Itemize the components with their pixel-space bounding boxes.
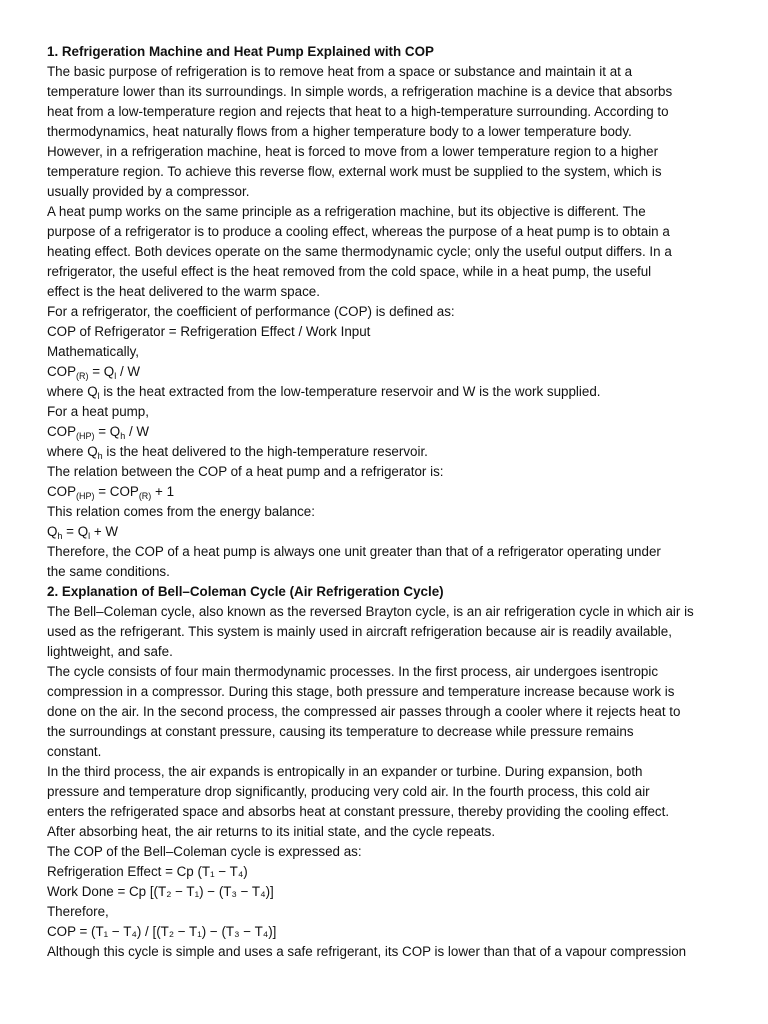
- text-line: [47, 482, 728, 502]
- text-line: thermodynamics, heat naturally flows from a higher temperature body to a lower temperature body.: [47, 124, 632, 139]
- section-heading: 1. Refrigeration Machine and Heat Pump Explained with COP: [47, 44, 434, 59]
- text-segment: / W: [125, 424, 150, 439]
- subscript: l: [88, 531, 91, 541]
- text-segment: Q: [47, 524, 58, 539]
- document-body: [47, 42, 728, 962]
- text-line: compression in a compressor. During this stage, both pressure and temperature increase because work is: [47, 684, 675, 699]
- text-line: [47, 362, 728, 382]
- subscript: (HP): [76, 491, 95, 501]
- section-heading: 2. Explanation of Bell–Coleman Cycle (Air Refrigeration Cycle): [47, 584, 444, 599]
- text-line: the surroundings at constant pressure, causing its temperature to decrease while pressure remains: [47, 724, 634, 739]
- text-line: Mathematically,: [47, 344, 140, 359]
- text-line: [47, 422, 728, 442]
- text-line: After absorbing heat, the air returns to its initial state, and the cycle repeats.: [47, 824, 496, 839]
- text-segment: + 1: [151, 484, 175, 499]
- text-line: [47, 382, 728, 402]
- subscript: (R): [76, 371, 89, 381]
- subscript: (R): [138, 491, 152, 501]
- text-line: [47, 442, 728, 462]
- text-segment: is the heat extracted from the low-temperature reservoir and W is the work supplied.: [99, 384, 601, 399]
- text-segment: COP: [47, 364, 77, 379]
- text-line: For a heat pump,: [47, 404, 149, 419]
- text-line: The COP of the Bell–Coleman cycle is expressed as:: [47, 844, 362, 859]
- text-segment: where Q: [47, 444, 98, 459]
- text-line: COP = (T₁ − T₄) / [(T₂ − T₁) − (T₃ − T₄)]: [47, 924, 277, 939]
- text-line: A heat pump works on the same principle as a refrigeration machine, but its objective is different. The: [47, 204, 646, 219]
- text-line: Refrigeration Effect = Cp (T₁ − T₄): [47, 864, 248, 879]
- text-segment: + W: [90, 524, 119, 539]
- text-line: heating effect. Both devices operate on the same thermodynamic cycle; only the useful output differs. In a: [47, 244, 672, 259]
- text-line: refrigerator, the useful effect is the heat removed from the cold space, while in a heat pump, the useful: [47, 264, 652, 279]
- text-line: pressure and temperature drop significantly, producing very cold air. In the fourth process, this cold air: [47, 784, 650, 799]
- text-segment: COP: [47, 424, 77, 439]
- subscript: h: [57, 531, 63, 541]
- text-line: The relation between the COP of a heat pump and a refrigerator is:: [47, 464, 444, 479]
- text-line: temperature lower than its surroundings. In simple words, a refrigeration machine is a device that absorbs: [47, 84, 673, 99]
- text-line: COP of Refrigerator = Refrigeration Effect / Work Input: [47, 324, 371, 339]
- text-line: constant.: [47, 744, 102, 759]
- subscript: l: [114, 371, 117, 381]
- text-line: In the third process, the air expands is entropically in an expander or turbine. During expansion, both: [47, 764, 643, 779]
- text-segment: = Q: [94, 424, 121, 439]
- text-line: This relation comes from the energy balance:: [47, 504, 315, 519]
- text-line: The Bell–Coleman cycle, also known as the reversed Brayton cycle, is an air refrigeration cycle in which air is: [47, 604, 694, 619]
- subscript: h: [120, 431, 126, 441]
- text-line: used as the refrigerant. This system is mainly used in aircraft refrigeration because air is readily available,: [47, 624, 672, 639]
- text-segment: is the heat delivered to the high-temperature reservoir.: [102, 444, 428, 459]
- text-line: [47, 522, 728, 542]
- text-line: temperature region. To achieve this reverse flow, external work must be supplied to the system, which is: [47, 164, 662, 179]
- text-segment: = Q: [88, 364, 115, 379]
- text-line: Therefore,: [47, 904, 109, 919]
- text-line: The basic purpose of refrigeration is to remove heat from a space or substance and maintain it at a: [47, 64, 633, 79]
- subscript: h: [97, 451, 103, 461]
- text-segment: COP: [47, 484, 77, 499]
- text-line: the same conditions.: [47, 564, 170, 579]
- text-segment: = Q: [62, 524, 89, 539]
- text-line: purpose of a refrigerator is to produce a cooling effect, whereas the purpose of a heat pump is to obtain a: [47, 224, 670, 239]
- text-line: heat from a low-temperature region and rejects that heat to a high-temperature surrounding. According to: [47, 104, 669, 119]
- text-line: Although this cycle is simple and uses a safe refrigerant, its COP is lower than that of a vapour compression: [47, 944, 687, 959]
- text-line: For a refrigerator, the coefficient of performance (COP) is defined as:: [47, 304, 455, 319]
- text-line: usually provided by a compressor.: [47, 184, 250, 199]
- text-line: enters the refrigerated space and absorbs heat at constant pressure, thereby providing the cooling effect.: [47, 804, 670, 819]
- text-line: done on the air. In the second process, the compressed air passes through a cooler where it rejects heat to: [47, 704, 681, 719]
- subscript: l: [97, 391, 100, 401]
- text-segment: = COP: [94, 484, 139, 499]
- text-segment: / W: [116, 364, 141, 379]
- text-line: The cycle consists of four main thermodynamic processes. In the first process, air undergoes isentropic: [47, 664, 659, 679]
- text-line: However, in a refrigeration machine, heat is forced to move from a lower temperature region to a higher: [47, 144, 659, 159]
- text-segment: where Q: [47, 384, 98, 399]
- subscript: (HP): [76, 431, 95, 441]
- text-line: Work Done = Cp [(T₂ − T₁) − (T₃ − T₄)]: [47, 884, 274, 899]
- text-line: lightweight, and safe.: [47, 644, 173, 659]
- text-line: effect is the heat delivered to the warm space.: [47, 284, 320, 299]
- text-line: Therefore, the COP of a heat pump is always one unit greater than that of a refrigerator operating under: [47, 544, 661, 559]
